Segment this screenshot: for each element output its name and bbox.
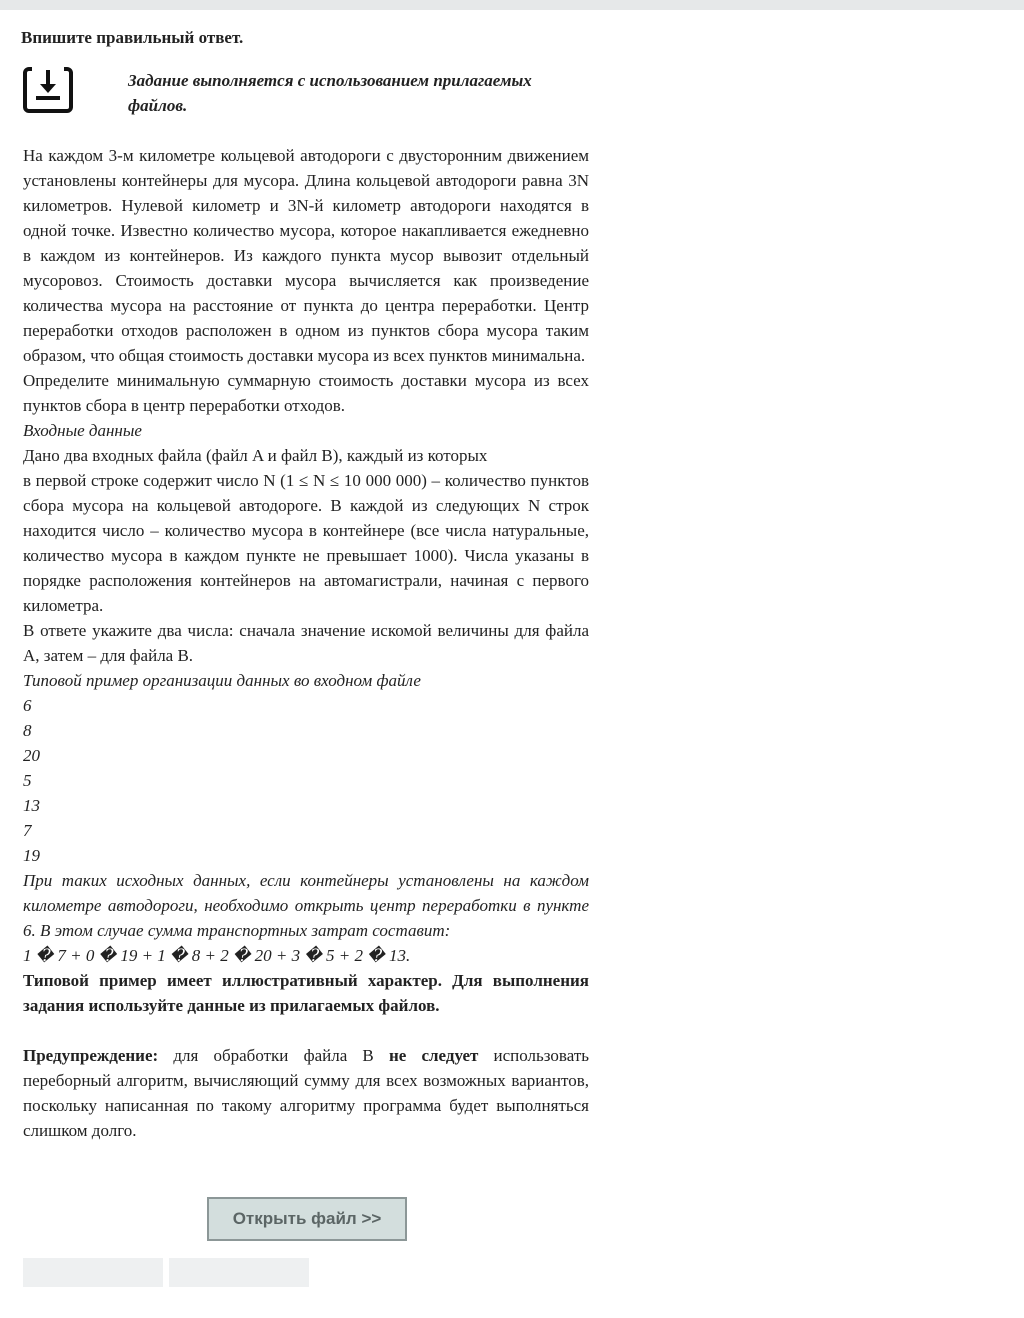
answer-a-input[interactable] [23, 1258, 163, 1287]
spacer [23, 1018, 589, 1043]
example-value: 8 [23, 721, 32, 740]
input-paragraph: в первой строке содержит число N (1 ≤ N ≤ 10 000 000) – количество пунктов сбора мусора на кольцевой автодороге. В каждой из следующих N строк находится число – количество мусора в контейнере (все числа натуральные, количество мусора в каждом пункте не превышает 1000). Числа указаны в порядке расположения контейнеров на автомагистрали, начиная с первого километра. [23, 471, 589, 615]
example-explanation: При таких исходных данных, если контейнеры установлены на каждом километре автодороги, необходимо открыть центр переработки в пункте 6. В этом случае сумма транспортных затрат составит: [23, 871, 589, 940]
example-value: 5 [23, 771, 32, 790]
example-value: 19 [23, 846, 40, 865]
input-heading: Входные данные [23, 421, 142, 440]
warning-paragraph [23, 1043, 589, 1143]
example-value: 20 [23, 746, 40, 765]
task-paragraph-2: Определите минимальную суммарную стоимость доставки мусора из всех пунктов сбора в центр переработки отходов. [23, 371, 589, 415]
task-content [23, 143, 589, 1143]
attachment-note: Задание выполняется с использованием прилагаемых файлов. [128, 71, 532, 115]
example-value: 6 [23, 696, 32, 715]
warning-label: Предупреждение: [23, 1046, 159, 1065]
answer-paragraph: В ответе укажите два числа: сначала значение искомой величины для файла A, затем – для файла B. [23, 621, 589, 665]
warning-emphasis: не следует [388, 1046, 479, 1065]
download-icon[interactable] [23, 67, 73, 113]
input-line-1: Дано два входных файла (файл A и файл B), каждый из которых [23, 446, 488, 465]
top-bar [0, 0, 1024, 10]
warning-text-1: для обработки файла B [158, 1046, 389, 1065]
example-value: 7 [23, 821, 32, 840]
answer-b-input[interactable] [169, 1258, 309, 1287]
example-heading: Типовой пример организации данных во входном файле [23, 671, 421, 690]
instruction-heading: Впишите правильный ответ. [21, 28, 244, 47]
example-value: 13 [23, 796, 40, 815]
illustrative-note: Типовой пример имеет иллюстративный характер. Для выполнения задания используйте данные из прилагаемых файлов. [23, 971, 589, 1015]
example-formula: 1 � 7 + 0 � 19 + 1 � 8 + 2 � 20 + 3 � 5 + 2 � 13. [23, 946, 411, 965]
task-paragraph-1: На каждом 3-м километре кольцевой автодороги с двусторонним движением установлены контейнеры для мусора. Длина кольцевой автодороги равна 3N километров. Нулевой километр и 3N-й километр автодороги находятся в одной точке. Известно количество мусора, которое накапливается ежедневно в каждом из контейнеров. Из каждого пункта мусор вывозит отдельный мусоровоз. Стоимость доставки мусора вычисляется как произведение количества мусора на расстояние от пункта до центра переработки. Центр переработки отходов расположен в одном из пунктов сбора мусора таким образом, что общая стоимость доставки мусора из всех пунктов минимальна. [23, 146, 589, 365]
open-file-button[interactable]: Открыть файл >> [207, 1197, 407, 1241]
warning-text-2: использовать переборный алгоритм, вычисляющий сумму для всех возможных вариантов, поскольку написанная по такому алгоритму программа будет выполняться слишком долго. [23, 1046, 589, 1140]
